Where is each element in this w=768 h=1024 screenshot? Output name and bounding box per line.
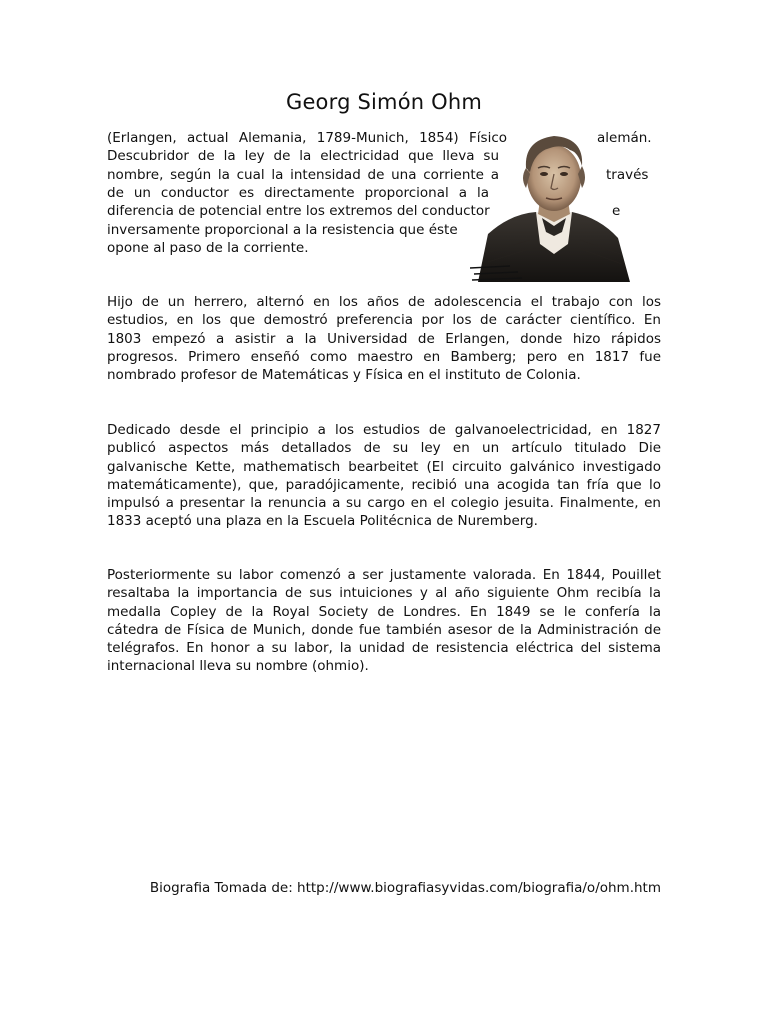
- paragraph-line: resaltaba la importancia de sus intuiciones y al año siguiente Ohm recibía la: [107, 585, 661, 602]
- paragraph-line: 1833 aceptó una plaza en la Escuela Politécnica de Nuremberg.: [107, 513, 538, 530]
- paragraph-line: nombrado profesor de Matemáticas y Física en el instituto de Colonia.: [107, 367, 581, 384]
- page-title: Georg Simón Ohm: [285, 90, 483, 114]
- paragraph-line: galvanische Kette, mathematisch bearbeitet (El circuito galvánico investigado: [107, 458, 661, 475]
- paragraph-line: matemáticamente), que, paradójicamente, recibió una acogida tan fría que lo: [107, 476, 661, 493]
- paragraph-line: 1803 empezó a asistir a la Universidad de Erlangen, donde hizo rápidos: [107, 330, 661, 347]
- intro-line-left: opone al paso de la corriente.: [107, 239, 309, 256]
- body-paragraph: [107, 293, 661, 384]
- intro-line-right: través: [606, 166, 649, 183]
- intro-line-right: e: [612, 203, 621, 220]
- paragraph-line: progresos. Primero enseñó como maestro en Bamberg; pero en 1817 fue: [107, 348, 661, 365]
- source-citation: Biografia Tomada de: http://www.biografiasyvidas.com/biografia/o/ohm.htm: [149, 880, 661, 896]
- body-paragraph: [107, 566, 661, 676]
- paragraph-line: Posteriormente su labor comenzó a ser justamente valorada. En 1844, Pouillet: [107, 567, 661, 583]
- paragraph-line: internacional lleva su nombre (ohmio).: [107, 658, 369, 675]
- intro-line-left: diferencia de potencial entre los extremos del conductor: [107, 203, 490, 220]
- paragraph-line: publicó aspectos más detallados de su ley en un artículo titulado Die: [107, 440, 661, 457]
- intro-line-left: (Erlangen, actual Alemania, 1789-Munich, 1854) Físico: [107, 130, 507, 146]
- intro-line-left: Descubridor de la ley de la electricidad que lleva su: [107, 148, 499, 165]
- paragraph-line: impulsó a presentar la renuncia a su cargo en el colegio jesuita. Finalmente, en: [107, 495, 661, 512]
- intro-line-left: de un conductor es directamente proporcional a la: [107, 184, 489, 201]
- intro-line-left: nombre, según la cual la intensidad de una corriente a: [107, 166, 499, 183]
- paragraph-line: medalla Copley de la Royal Society de Londres. En 1849 se le confería la: [107, 603, 661, 620]
- portrait-image: [470, 122, 635, 282]
- paragraph-line: Dedicado desde el principio a los estudios de galvanoelectricidad, en 1827: [107, 422, 661, 438]
- paragraph-line: cátedra de Física de Munich, donde fue también asesor de la Administración de: [107, 621, 661, 638]
- paragraph-line: estudios, en los que demostró preferencia por los de carácter científico. En: [107, 312, 661, 329]
- paragraph-line: Hijo de un herrero, alternó en los años de adolescencia el trabajo con los: [107, 294, 661, 310]
- intro-line-right: alemán.: [597, 130, 652, 146]
- intro-line-left: inversamente proporcional a la resistencia que éste: [107, 221, 458, 238]
- body-paragraph: [107, 421, 661, 531]
- paragraph-line: telégrafos. En honor a su labor, la unidad de resistencia eléctrica del sistema: [107, 640, 661, 657]
